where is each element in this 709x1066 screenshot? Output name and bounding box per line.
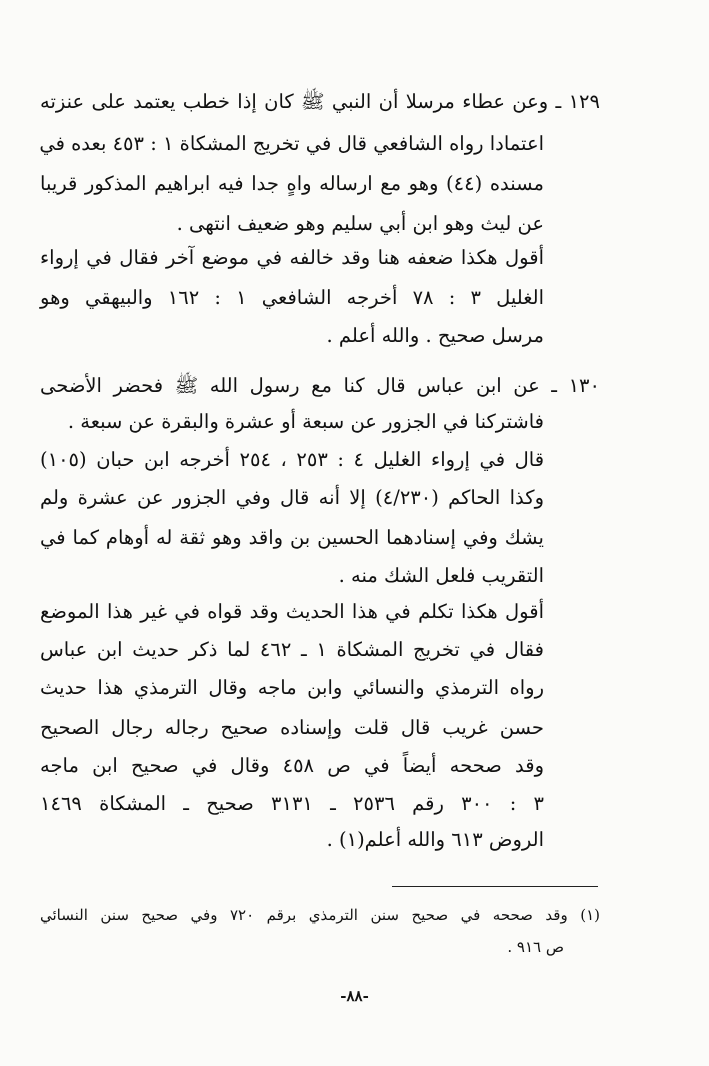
entry-129-line-2: اعتمادا رواه الشافعي قال في تخريج المشكاة ١ : ٤٥٣ بعده في — [39, 132, 544, 155]
entry-130-line-6: التقريب فلعل الشك منه . — [338, 564, 544, 587]
footnote-line-1: (١) وقد صححه في صحيح سنن الترمذي برقم ٧٢٠ وفي صحيح سنن النسائي — [40, 906, 600, 924]
entry-130-line-4: وكذا الحاكم (٤/٢٣٠) إلا أنه قال وفي الجزور عن عشرة ولم — [40, 486, 544, 509]
entry-130-line-9: رواه الترمذي والنسائي وابن ماجه وقال الترمذي هذا حديث — [40, 676, 544, 699]
entry-130-line-2: فاشتركنا في الجزور عن سبعة أو عشرة والبقرة عن سبعة . — [67, 410, 544, 433]
entry-130-line-8: فقال في تخريج المشكاة ١ ـ ٤٦٢ لما ذكر حديث ابن عباس — [40, 638, 544, 661]
entry-130-line-3: قال في إرواء الغليل ٤ : ٢٥٣ ، ٢٥٤ أخرجه ابن حبان (١٠٥) — [40, 448, 545, 471]
entry-130-line-13: الروض ٦١٣ والله أعلم(١) . — [326, 828, 544, 851]
entry-130-line-12: ٣ : ٣٠٠ رقم ٢٥٣٦ ـ ٣١٣١ صحيح ـ المشكاة ١٤٦٩ — [40, 792, 544, 815]
entry-130-line-11: وقد صححه أيضاً في ص ٤٥٨ وقال في صحيح ابن ماجه — [40, 754, 544, 777]
page-number: -٨٨- — [340, 987, 369, 1005]
entry-130-line-1: ١٣٠ ـ عن ابن عباس قال كنا مع رسول الله ﷺ فحضر الأضحى — [40, 374, 600, 397]
entry-130-line-7: أقول هكذا تكلم في هذا الحديث وقد قواه في غير هذا الموضع — [40, 600, 544, 623]
entry-129-line-7: مرسل صحيح . والله أعلم . — [326, 324, 544, 347]
entry-130-line-5: يشك وفي إسنادهما الحسين بن واقد وهو ثقة له أوهام كما في — [40, 526, 544, 549]
entry-129-line-5: أقول هكذا ضعفه هنا وقد خالفه في موضع آخر فقال في إرواء — [40, 246, 544, 269]
footnote-line-2: ص ٩١٦ . — [507, 938, 564, 956]
entry-129-line-6: الغليل ٣ : ٧٨ أخرجه الشافعي ١ : ١٦٢ والبيهقي وهو — [40, 286, 545, 309]
entry-129-line-3: مسنده (٤٤) وهو مع ارساله واهٍ جدا فيه ابراهيم المذكور قريبا — [40, 172, 544, 195]
entry-129-line-4: عن ليث وهو ابن أبي سليم وهو ضعيف انتهى . — [176, 212, 544, 235]
footnote-separator — [392, 886, 598, 887]
entry-129-line-1: ١٢٩ ـ وعن عطاء مرسلا أن النبي ﷺ كان إذا خطب يعتمد على عنزته — [40, 90, 600, 113]
entry-130-line-10: حسن غريب قال قلت وإسناده صحيح رجاله رجال الصحيح — [40, 716, 544, 739]
